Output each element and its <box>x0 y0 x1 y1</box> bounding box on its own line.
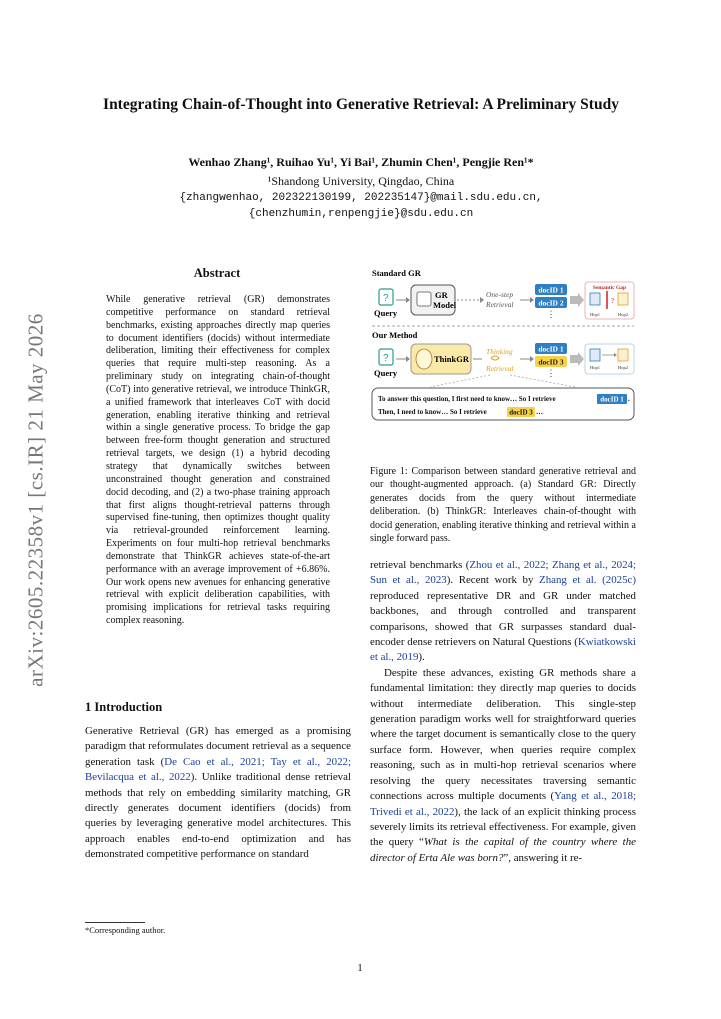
citation-link[interactable]: De Cao et al., 2021; Tay et al., 2022; Bevilacqua et al., 2022 <box>85 755 351 784</box>
query-label: Query <box>374 308 398 318</box>
thinking-retrieval-label: Retrieval <box>486 364 514 373</box>
semantic-gap-box <box>585 282 634 319</box>
hop2-label-method: Hop2 <box>618 365 628 370</box>
email-block <box>60 190 662 222</box>
abstract-text: While generative retrieval (GR) demonstrates competitive performance on standard retrieval benchmarks, existing approaches directly map queries to document identifiers (docids) without intermediate deliberation, limiting their effectiveness for complex queries that require multi-step reasoning. As a preliminary study on integrating chain-of-thought (CoT) into generative retrieval, we introduce ThinkGR, a unified framework that interleaves CoT with docid generation, enabling iterative thinking and retrieval within a single generative process. To bridge the gap between free-form thought generation and structured retrieval targets, we design (1) a hybrid decoding strategy that dynamically switches between unconstrained thought generation and constrained docid decoding, and (2) a two-phase training approach that first aligns thought-retrieval patterns through supervised fine-tuning, then optimizes thought quality via retrieval-grounded reinforcement learning. Experiments on four multi-hop retrieval benchmarks demonstrate that ThinkGR achieves state-of-the-art performance with an average improvement of +6.86%. Our work opens new avenues for enhancing generative retrieval with explicit deliberation capabilities, with promising implications for retrieval tasks requiring complex reasoning. <box>106 294 330 627</box>
svg-text:⋮: ⋮ <box>546 309 556 319</box>
text-span: Despite these advances, existing GR methods share a fundamental limitation: they directly map queries to docids without intermediate deliberation. This single-step generation paradigm works well for straightforward queries where the target document is semantically close to the query surface form. However, when queries require complex reasoning, such as in multi-hop retrieval scenarios where resolving the query necessitates traversing semantic connections across multiple documents ( <box>370 666 636 803</box>
citation-link[interactable]: Zhang et al. (2025c) <box>539 574 637 587</box>
our-method-label: Our Method <box>372 330 418 340</box>
hop-docs-box <box>585 344 634 374</box>
footnote: *Corresponding author. <box>85 925 166 935</box>
one-step-label-2: Retrieval <box>486 300 514 309</box>
text-span: ). <box>418 651 425 664</box>
gr-model-label-2: Model <box>433 300 457 310</box>
reasoning-bubble <box>372 388 634 420</box>
footnote-rule <box>85 922 145 923</box>
query-icon <box>379 289 393 305</box>
thinking-label: Thinking <box>486 347 513 356</box>
intro-text-a: Generative Retrieval (GR) has emerged as a promising paradigm that reformulates document retrieval as a sequence generation task ( <box>85 725 351 768</box>
one-step-label-1: One-step <box>486 290 514 299</box>
paper-title: Integrating Chain-of-Thought into Generative Retrieval: A Preliminary Study <box>103 96 619 113</box>
text-span: retrieval benchmarks ( <box>370 559 470 571</box>
svg-text:?: ? <box>611 297 615 305</box>
gr-model-label-1: GR <box>435 290 448 300</box>
section-heading-introduction: 1 Introduction <box>85 700 163 714</box>
text-span: ), the lack of an explicit thinking process severely limits its retrieval effectiveness. For example, given the query “ <box>370 805 636 849</box>
paragraph <box>370 558 636 666</box>
hop2-label-standard: Hop2 <box>618 312 628 317</box>
page-number: 1 <box>357 962 363 974</box>
citation-link[interactable]: Yang et al., 2018; Trivedi et al., 2022 <box>370 790 637 818</box>
bubble-docid-1: docID 1 <box>600 395 624 404</box>
abstract-heading: Abstract <box>193 266 241 280</box>
introduction-paragraph <box>85 724 351 863</box>
affiliation: ¹Shandong University, Qingdao, China <box>267 174 455 188</box>
example-query: What is the capital of the country where the director of Erta Ale was born? <box>370 836 636 864</box>
bubble-end-2: … <box>536 408 543 416</box>
citation-link[interactable]: Kwiatkowski et al., 2019 <box>370 636 636 664</box>
right-column-text <box>370 558 636 866</box>
arxiv-sidebar <box>14 300 58 700</box>
hop1-label-method: Hop1 <box>590 365 600 370</box>
figure-caption: Figure 1: Comparison between standard generative retrieval and our thought-augmented approach. (a) Standard GR: Directly generates docids from the query without intermediate deliberation. (b) ThinkGR: Interleaves chain-of-thought with docid generation, enabling iterative thinking and retrieval within a single forward pass. <box>370 466 636 545</box>
email-line-2: {chenzhumin,renpengjie}@sdu.edu.cn <box>248 208 474 220</box>
docid-1-method: docID 1 <box>538 344 564 354</box>
query-icon <box>379 349 393 365</box>
bubble-line-2: Then, I need to know… So I retrieve <box>378 408 487 416</box>
docid-2-standard: docID 2 <box>538 298 564 308</box>
arxiv-identifier: arXiv:2605.22358v1 [cs.IR] 21 May 2026 <box>23 313 48 687</box>
paragraph <box>370 666 636 866</box>
docid-1-standard: docID 1 <box>538 285 564 295</box>
svg-text:?: ? <box>383 353 389 364</box>
thinkgr-box <box>411 344 471 374</box>
docid-3-method: docID 3 <box>538 357 564 367</box>
text-span: ). Recent work by <box>446 574 540 587</box>
semantic-gap-label: Semantic Gap <box>592 285 627 291</box>
text-span: reproduced representative DR and GR under matched backbones, and through controlled and transparent comparisons, showed that GR surpasses standard dual-encoder dense retrievers on Natural Questions ( <box>370 589 636 649</box>
bubble-docid-3: docID 3 <box>509 408 533 417</box>
bubble-end-1: . <box>628 395 630 403</box>
query-label: Query <box>374 368 398 378</box>
standard-gr-label: Standard GR <box>372 268 421 278</box>
gr-model-box <box>411 285 457 315</box>
citation-link[interactable]: Zhou et al., 2022; Zhang et al., 2024; Sun et al., 2023 <box>370 559 637 587</box>
text-span: ”, answering it re- <box>503 851 583 864</box>
figure-1 <box>370 265 636 425</box>
email-line-1: {zhangwenhao, 202322130199, 202235147}@mail.sdu.edu.cn, <box>179 192 543 204</box>
bubble-line-1: To answer this question, I first need to know… So I retrieve <box>378 395 556 403</box>
thinkgr-label: ThinkGR <box>434 354 469 364</box>
intro-text-b: ). Unlike traditional dense retrieval methods that rely on embedding similarity matching, GR directly generates document identifiers (docids) from queries by leveraging generative model architectures. This approach enables end-to-end optimization and has demonstrated competitive performance on standard <box>85 771 351 861</box>
hop1-label-standard: Hop1 <box>590 312 600 317</box>
author-list: Wenhao Zhang¹, Ruihao Yu¹, Yi Bai¹, Zhumin Chen¹, Pengjie Ren¹* <box>188 155 534 169</box>
svg-text:⋮: ⋮ <box>546 368 556 378</box>
svg-text:?: ? <box>383 293 389 304</box>
